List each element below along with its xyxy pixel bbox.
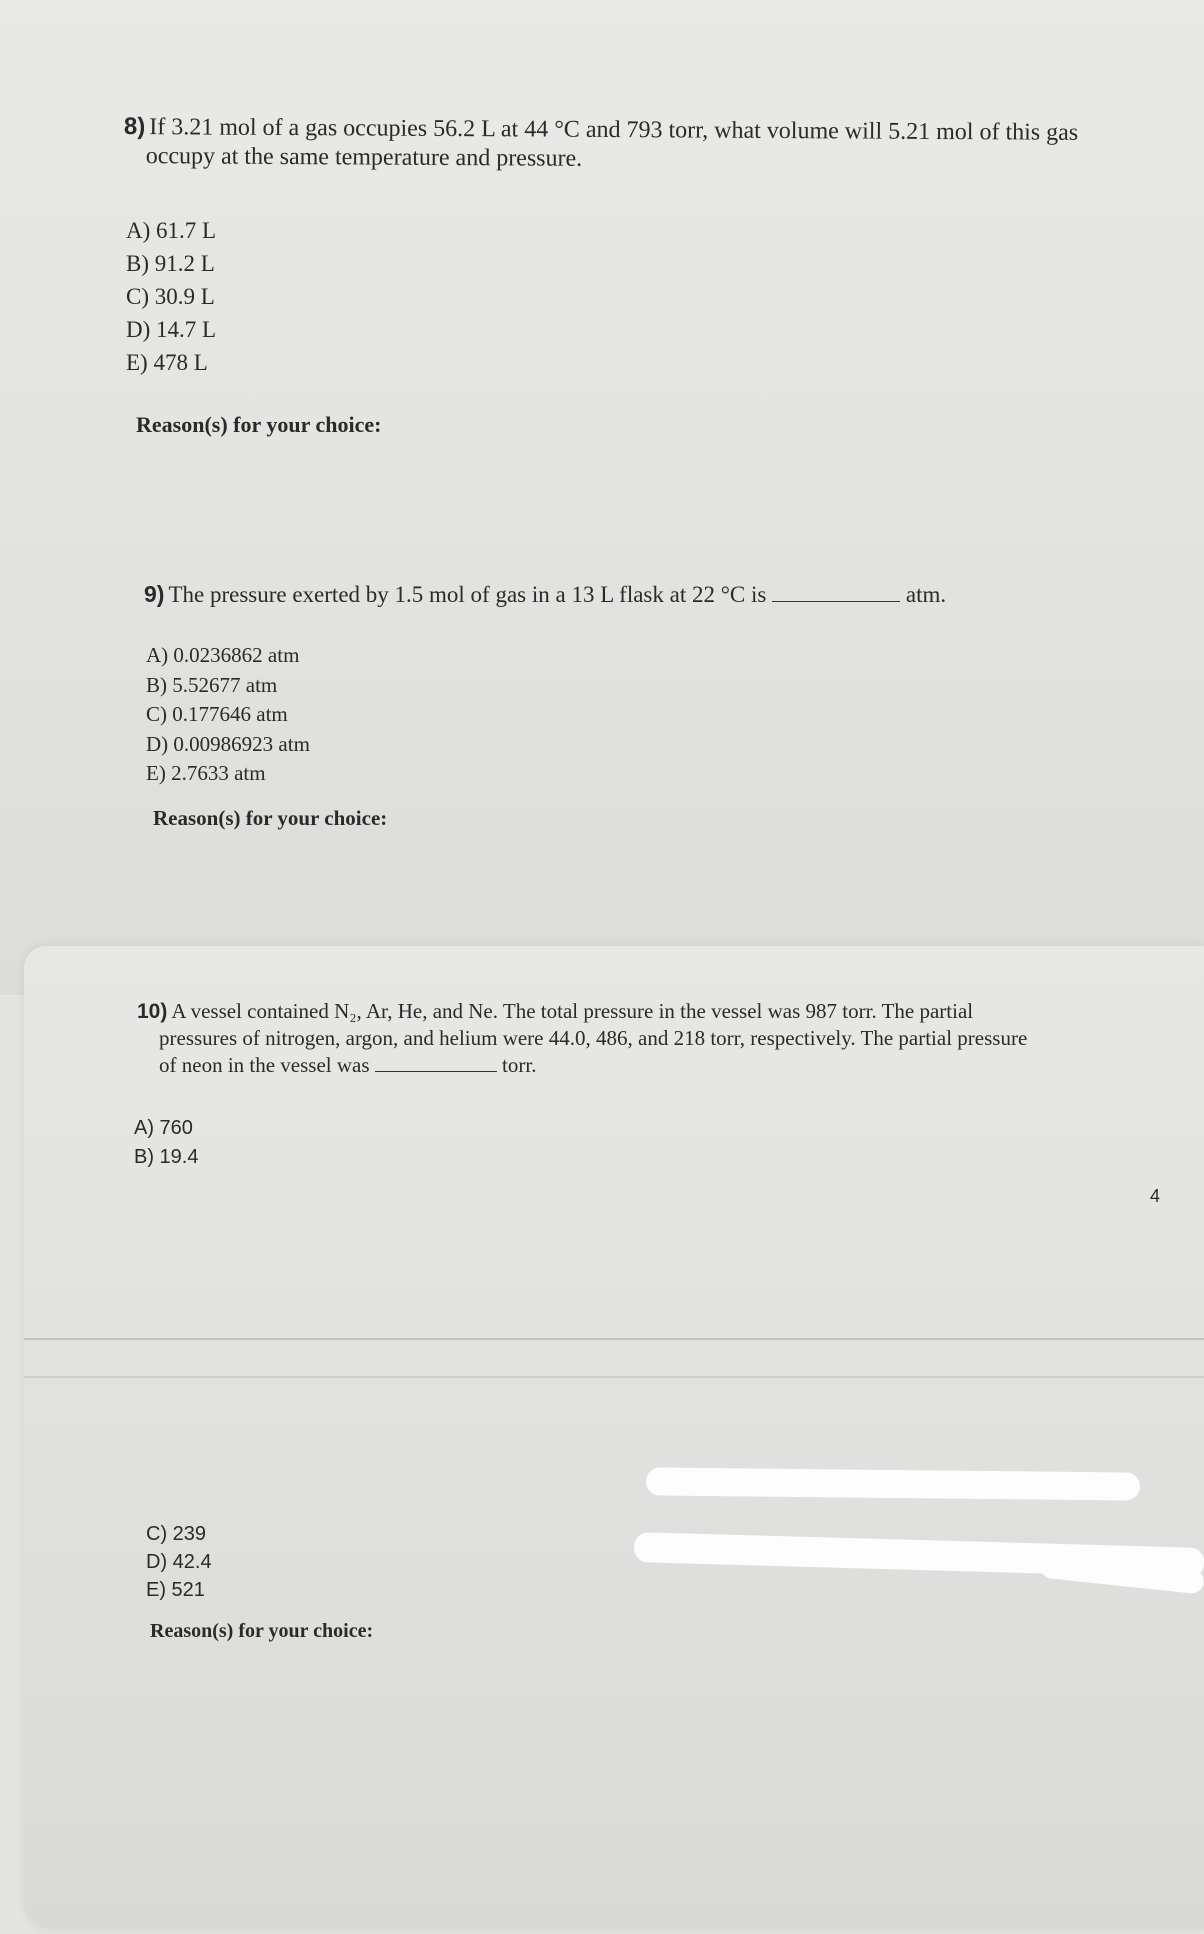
unit-label: torr. (502, 1053, 537, 1077)
option-b[interactable]: B) 19.4 (134, 1146, 199, 1168)
option-c[interactable]: C) 0.177646 atm (146, 702, 288, 726)
question-number: 9) (144, 581, 165, 607)
reason-label: Reason(s) for your choice: (153, 806, 388, 830)
answer-options (146, 1520, 212, 1604)
question-number: 10) (137, 1000, 168, 1023)
question-9 (144, 580, 946, 609)
option-a[interactable]: A) 61.7 L (126, 218, 217, 243)
question-text: If 3.21 mol of a gas occupies 56.2 L at 44 °C and 793 torr, what volume will 5.21 mol of this gas (149, 114, 1079, 146)
redaction-mark (646, 1467, 1140, 1500)
option-e[interactable]: E) 521 (146, 1579, 205, 1601)
answer-options (146, 641, 310, 789)
page-number: 4 (1150, 1186, 1161, 1206)
option-e[interactable]: E) 478 L (126, 350, 208, 375)
option-d[interactable]: D) 14.7 L (126, 317, 217, 342)
page-fold-line (24, 1338, 1204, 1340)
answer-blank[interactable] (375, 1069, 497, 1072)
reason-label: Reason(s) for your choice: (150, 1620, 374, 1642)
answer-options (126, 214, 216, 379)
option-a[interactable]: A) 760 (134, 1117, 193, 1139)
option-b[interactable]: B) 91.2 L (126, 251, 215, 276)
question-text: pressures of nitrogen, argon, and helium were 44.0, 486, and 218 torr, respectively. The partial pressure (159, 1026, 1028, 1050)
question-text: occupy at the same temperature and pressure. (145, 143, 583, 172)
reason-label: Reason(s) for your choice: (136, 412, 382, 437)
paper-sheet-bottom (24, 946, 1204, 1929)
option-d[interactable]: D) 0.00986923 atm (146, 731, 310, 756)
answer-options (134, 1114, 198, 1172)
question-text: A vessel contained N₂, Ar, He, and Ne. The total pressure in the vessel was 987 torr. The partial (171, 999, 974, 1023)
answer-blank[interactable] (772, 599, 900, 602)
option-e[interactable]: E) 2.7633 atm (146, 761, 266, 785)
option-d[interactable]: D) 42.4 (146, 1551, 212, 1573)
option-c[interactable]: C) 30.9 L (126, 284, 215, 309)
question-text: The pressure exerted by 1.5 mol of gas in a 13 L flask at 22 °C is (168, 582, 767, 607)
page-fold-line (24, 1376, 1204, 1378)
question-number: 8) (123, 112, 146, 141)
question-text: of neon in the vessel was (159, 1053, 370, 1077)
question-8 (124, 112, 1194, 178)
option-a[interactable]: A) 0.0236862 atm (146, 643, 300, 667)
option-c[interactable]: C) 239 (146, 1523, 207, 1545)
question-10 (137, 998, 1197, 1079)
option-b[interactable]: B) 5.52677 atm (146, 672, 278, 697)
unit-label: atm. (905, 582, 947, 607)
